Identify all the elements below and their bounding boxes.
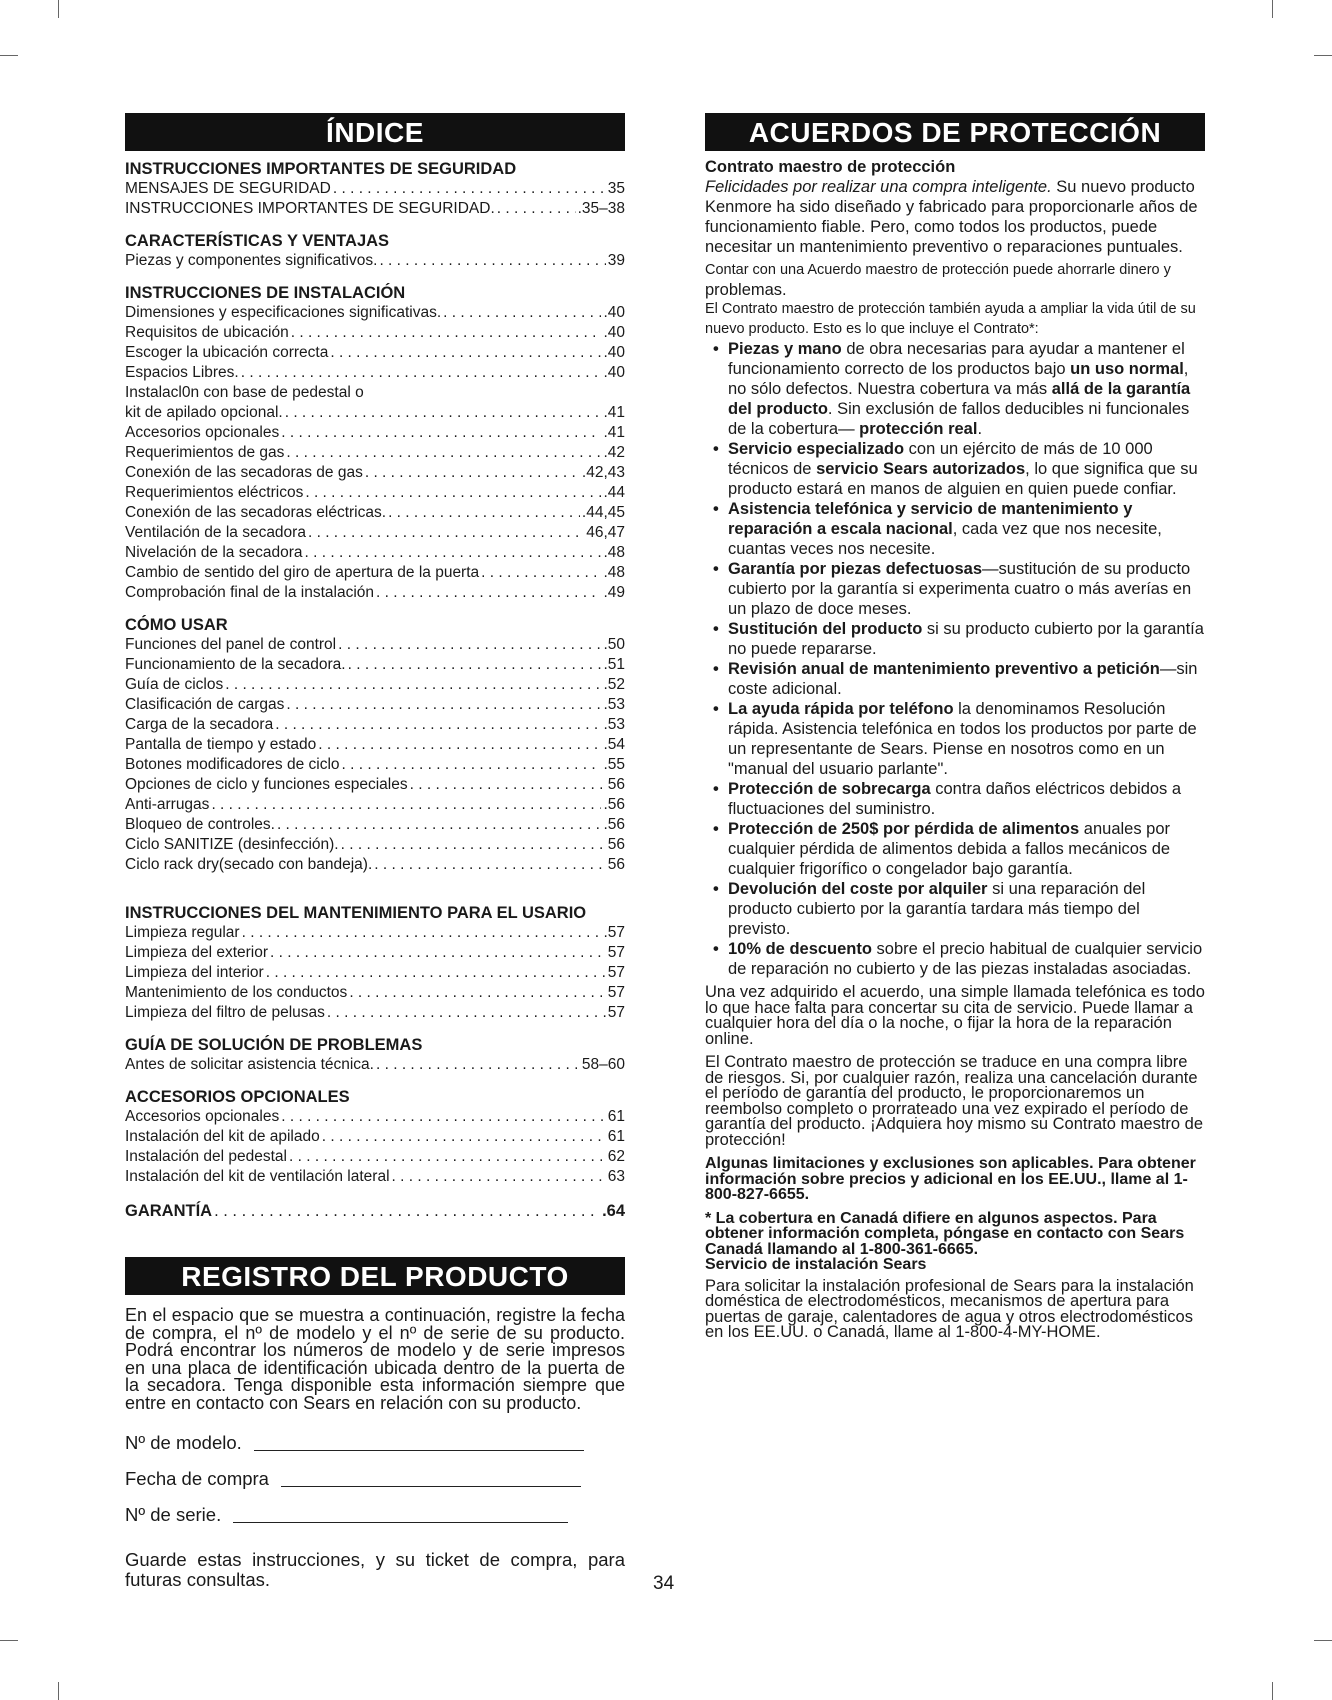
toc-leader — [289, 1147, 606, 1167]
toc-entry[interactable] — [125, 483, 625, 503]
toc-entry-label: Funciones del panel de control — [125, 636, 337, 653]
toc-entry-page: .56 — [603, 796, 625, 813]
toc-leader — [365, 463, 580, 483]
toc-leader — [214, 1201, 600, 1221]
toc-entry[interactable] — [125, 695, 625, 715]
toc-section-heading: INSTRUCCIONES DEL MANTENIMIENTO PARA EL USARIO — [125, 904, 587, 922]
toc-entry-page: .41 — [603, 424, 625, 441]
crop-mark — [1272, 0, 1273, 18]
benefit-item: • Protección de 250$ por pérdida de alimentos anuales por cualquier pérdida de alimentos debida a fallos mecánicos de cualquier frigorífico o congelador bajo garantía. — [705, 819, 1205, 879]
toc-section-heading: GUÍA DE SOLUCIÓN DE PROBLEMAS — [125, 1036, 423, 1054]
toc-entry-label: Limpieza del interior — [125, 964, 264, 981]
benefit-item: • Garantía por piezas defectuosas—sustitución de su producto cubierto por la garantía si experimenta cuatro o más averías en un plazo de doce meses. — [705, 559, 1205, 619]
toc-leader — [305, 543, 602, 563]
toc-entry-page: .57 — [603, 924, 625, 941]
contract-intro — [705, 157, 1205, 339]
toc-entry-label: Requerimientos eléctricos — [125, 484, 304, 501]
toc-entry-page: 58–60 — [581, 1056, 625, 1073]
toc-entry-label: Dimensiones y especificaciones significativas. — [125, 304, 442, 321]
benefit-item: • La ayuda rápida por teléfono la denominamos Resolución rápida. Asistencia telefónica en todos los productos por parte de un representante de Sears. Piense en nosotros como en un "manual del usuario parlante". — [705, 699, 1205, 779]
crop-mark — [0, 1640, 18, 1641]
toc-entry-label: MENSAJES DE SEGURIDAD — [125, 180, 331, 197]
toc-entry-page: 57 — [607, 984, 625, 1001]
purchase-date-input-line[interactable] — [281, 1486, 581, 1487]
toc-entry[interactable] — [125, 775, 625, 795]
crop-mark — [1314, 1640, 1332, 1641]
toc-leader — [275, 715, 601, 735]
toc-entry[interactable] — [125, 423, 625, 443]
registro-footer: Guarde estas instrucciones, y su ticket de compra, para futuras consultas. — [125, 1549, 625, 1590]
toc-entry-label: Limpieza del exterior — [125, 944, 269, 961]
toc-leader — [342, 755, 602, 775]
toc-leader — [225, 675, 601, 695]
serial-number-input-line[interactable] — [233, 1522, 568, 1523]
toc-entry[interactable] — [125, 675, 625, 695]
toc-entry[interactable] — [125, 463, 625, 483]
toc-leader — [277, 815, 602, 835]
contract-intro-paragraph — [705, 177, 1205, 280]
toc-entry[interactable] — [125, 323, 625, 343]
benefit-item: • Protección de sobrecarga contra daños eléctricos debidos a fluctuaciones del suministro. — [705, 779, 1205, 819]
toc-entry-page: .51 — [603, 656, 625, 673]
toc-entry-label: Conexión de las secadoras de gas — [125, 464, 363, 481]
benefit-item: • Asistencia telefónica y servicio de mantenimiento y reparación a escala nacional, cada vez que nos necesite, cuantas veces nos necesite. — [705, 499, 1205, 559]
toc-entry-page: .48 — [603, 544, 625, 561]
toc-entry-page: .42,43 — [581, 464, 625, 481]
toc-entry[interactable] — [125, 923, 625, 943]
contract-paragraph-2: El Contrato maestro de protección también ayuda a ampliar la vida útil de su nuevo producto. Esto es lo que incluye el Contrato*: — [705, 301, 1196, 337]
toc-entry-label: Anti-arrugas — [125, 796, 210, 813]
benefit-item: • Sustitución del producto si su producto cubierto por la garantía no puede repararse. — [705, 619, 1205, 659]
crop-mark — [0, 55, 18, 56]
toc-entry-page: .52 — [603, 676, 625, 693]
toc-entry-label: Antes de solicitar asistencia técnica. — [125, 1056, 374, 1073]
toc-entry[interactable] — [125, 543, 625, 563]
purchase-date-field — [125, 1468, 625, 1490]
toc-entry-label: Mantenimiento de los conductos — [125, 984, 348, 1001]
toc-leader — [379, 251, 605, 271]
toc-entry[interactable] — [125, 755, 625, 775]
toc-entry[interactable] — [125, 1127, 625, 1147]
toc-entry-label: Instalacl0n con base de pedestal o — [125, 384, 364, 401]
toc-section — [125, 1087, 625, 1187]
toc-entry-page: 63 — [607, 1168, 625, 1185]
toc-entry[interactable] — [125, 583, 625, 603]
serial-number-label: Nº de serie. — [125, 1504, 222, 1525]
contract-subtitle: Contrato maestro de protección — [705, 158, 956, 176]
crop-mark — [58, 0, 59, 18]
toc-entry[interactable] — [125, 343, 625, 363]
toc-entry-page: 46,47 — [586, 524, 625, 541]
toc-entry[interactable] — [125, 1167, 625, 1187]
registro-banner: REGISTRO DEL PRODUCTO — [125, 1257, 625, 1295]
indice-banner: ÍNDICE — [125, 113, 625, 151]
toc-entry[interactable] — [125, 715, 625, 735]
toc-leader — [286, 443, 601, 463]
intro-rest: Su nuevo producto Kenmore ha sido diseñado y fabricado para proporcionarle años de funcionamiento fiable. Pero, como todos los productos, puede necesitar un mantenimiento preventivo o reparaciones puntuales. — [705, 178, 1198, 256]
toc-entry-page: .53 — [603, 696, 625, 713]
toc-entry[interactable] — [125, 655, 625, 675]
toc-entry-label: INSTRUCCIONES IMPORTANTES DE SEGURIDAD. — [125, 200, 495, 217]
toc-leader — [266, 963, 606, 983]
toc-entry-page: .53 — [603, 716, 625, 733]
toc-section — [125, 903, 625, 1023]
toc-entry-page: .41 — [603, 404, 625, 421]
toc-leader — [322, 1127, 606, 1147]
toc-entry-label: Cambio de sentido del giro de apertura de la puerta — [125, 564, 480, 581]
toc-entry[interactable] — [125, 983, 625, 1003]
toc-garantia-page: .64 — [602, 1202, 625, 1220]
toc-leader — [388, 503, 580, 523]
toc-entry-label: Comprobación final de la instalación — [125, 584, 375, 601]
toc-entry-label: Guía de ciclos — [125, 676, 224, 693]
toc-leader — [376, 583, 601, 603]
toc-leader — [242, 923, 602, 943]
toc-entry[interactable] — [125, 443, 625, 463]
toc-entry[interactable] — [125, 835, 625, 855]
toc-leader — [374, 855, 605, 875]
toc-leader — [281, 1107, 606, 1127]
toc-leader — [327, 1003, 606, 1023]
toc-entry-label: Nivelación de la secadora — [125, 544, 303, 561]
toc-garantia-label: GARANTÍA — [125, 1202, 213, 1220]
toc-entry-label: Requisitos de ubicación — [125, 324, 289, 341]
toc-section-heading: CÓMO USAR — [125, 616, 228, 634]
toc-entry-page: .48 — [603, 564, 625, 581]
toc-entry[interactable] — [125, 383, 625, 403]
toc-leader — [270, 943, 606, 963]
toc-entry[interactable] — [125, 303, 625, 323]
toc-entry-label: Limpieza regular — [125, 924, 240, 941]
toc-leader — [410, 775, 606, 795]
toc-entry-label: Pantalla de tiempo y estado — [125, 736, 317, 753]
toc-leader — [286, 695, 601, 715]
toc-entry[interactable] — [125, 943, 625, 963]
toc-entry-label: Clasificación de cargas — [125, 696, 285, 713]
benefit-item: • Devolución del coste por alquiler si una reparación del producto cubierto por la garantía tardara más tiempo del previsto. — [705, 879, 1205, 939]
contract-paragraph-3: Una vez adquirido el acuerdo, una simple llamada telefónica es todo lo que hace falta para concertar su cita de servicio. Puede llamar a cualquier hora del día o la noche, o fijar la hora de la reparación online. — [705, 983, 1205, 1048]
toc-entry[interactable] — [125, 199, 625, 219]
toc-leader — [285, 403, 602, 423]
toc-entry-label: Bloqueo de controles. — [125, 816, 275, 833]
toc-entry[interactable] — [125, 815, 625, 835]
toc-leader — [305, 483, 601, 503]
toc-entry[interactable] — [125, 503, 625, 523]
toc-section — [125, 231, 625, 271]
model-number-field — [125, 1432, 625, 1454]
toc-entry-page: .42 — [603, 444, 625, 461]
toc-entry-label: Accesorios opcionales — [125, 424, 280, 441]
toc-section — [125, 1035, 625, 1075]
toc-entry[interactable] — [125, 523, 625, 543]
registro-intro: En el espacio que se muestra a continuación, registre la fecha de compra, el nº de modelo y el nº de serie de su producto. Podrá encontrar los números de modelo y de serie impresos en una placa de identificación ubicada dentro de la puerta de la secadora. Tenga disponible esta información siempre que entre en contacto con Sears en relación con su producto. — [125, 1305, 625, 1413]
toc-entry-page: 57 — [607, 964, 625, 981]
contract-benefits-list — [705, 339, 1205, 979]
acuerdos-banner: ACUERDOS DE PROTECCIÓN — [705, 113, 1205, 151]
toc-leader — [291, 323, 602, 343]
toc-entry[interactable] — [125, 1147, 625, 1167]
serial-number-field — [125, 1504, 625, 1526]
toc-entry-page: 39 — [607, 252, 625, 269]
toc-entry[interactable] — [125, 403, 625, 423]
toc-entry-label: Instalación del kit de ventilación lateral — [125, 1168, 390, 1185]
toc-entry-page: .40 — [603, 304, 625, 321]
canada-notice: * La cobertura en Canadá difiere en algunos aspectos. Para obtener información completa, póngase en contacto con Sears Canadá llamando al 1-800-361-6665. — [705, 1209, 1185, 1258]
toc-entry[interactable] — [125, 563, 625, 583]
toc-leader — [348, 655, 602, 675]
toc-section — [125, 159, 625, 219]
toc-entry-label: Ciclo SANITIZE (desinfección). — [125, 836, 339, 853]
toc-entry-label: Conexión de las secadoras eléctricas. — [125, 504, 387, 521]
toc-entry-page: 56 — [607, 836, 625, 853]
intro-end: problemas. — [705, 281, 787, 299]
toc-entry-page: .40 — [603, 324, 625, 341]
toc-entry-label: Piezas y componentes significativos. — [125, 252, 378, 269]
toc-entry[interactable] — [125, 963, 625, 983]
toc-leader — [333, 179, 606, 199]
toc-entry-page: 56 — [607, 776, 625, 793]
toc-entry-page: 35 — [607, 180, 625, 197]
toc-leader — [481, 563, 601, 583]
toc-entry-page: .56 — [603, 816, 625, 833]
toc-entry-page: 61 — [607, 1108, 625, 1125]
toc-section-heading: ACCESORIOS OPCIONALES — [125, 1088, 350, 1106]
toc-entry-label: Espacios Libres. — [125, 364, 239, 381]
toc-entry-label: Requerimientos de gas — [125, 444, 285, 461]
toc-entry-label: Botones modificadores de ciclo — [125, 756, 340, 773]
purchase-date-label: Fecha de compra — [125, 1468, 269, 1489]
toc-entry-label: kit de apilado opcional. — [125, 404, 283, 421]
benefit-item: • 10% de descuento sobre el precio habitual de cualquier servicio de reparación no cubierto y de las piezas instaladas asociadas. — [705, 939, 1205, 979]
model-number-label: Nº de modelo. — [125, 1432, 242, 1453]
install-service-heading: Servicio de instalación Sears — [705, 1256, 927, 1273]
toc-entry-label: Opciones de ciclo y funciones especiales — [125, 776, 408, 793]
intro-italic: Felicidades por realizar una compra inteligente. — [705, 178, 1052, 196]
toc-leader — [443, 303, 601, 323]
toc-entry-label: Accesorios opcionales — [125, 1108, 280, 1125]
toc-leader — [211, 795, 601, 815]
toc-entry[interactable] — [125, 1107, 625, 1127]
limitations-notice: Algunas limitaciones y exclusiones son aplicables. Para obtener información sobre precios y adicional en los EE.UU., llame al 1-800-827-6655. — [705, 1155, 1196, 1203]
toc-entry-page: .44 — [603, 484, 625, 501]
toc-entry-page: .44,45 — [581, 504, 625, 521]
toc-leader — [281, 423, 601, 443]
table-of-contents — [125, 159, 625, 1187]
toc-entry[interactable] — [125, 1003, 625, 1023]
intro-small: Contar con una Acuerdo maestro de protección puede ahorrarle dinero y — [705, 261, 1171, 278]
toc-entry-page: 57 — [607, 944, 625, 961]
toc-entry-label: Funcionamiento de la secadora. — [125, 656, 346, 673]
toc-entry[interactable] — [125, 363, 625, 383]
toc-entry-label: Limpieza del filtro de pelusas — [125, 1004, 325, 1021]
toc-entry[interactable] — [125, 855, 625, 875]
toc-section-heading: INSTRUCCIONES DE INSTALACIÓN — [125, 284, 406, 302]
toc-entry[interactable] — [125, 735, 625, 755]
crop-mark — [58, 1682, 59, 1700]
toc-entry-label: Ciclo rack dry(secado con bandeja). — [125, 856, 373, 873]
toc-entry[interactable] — [125, 251, 625, 271]
toc-entry-page: 57 — [607, 1004, 625, 1021]
toc-entry-label: Escoger la ubicación correcta — [125, 344, 329, 361]
toc-leader — [318, 735, 601, 755]
crop-mark — [1314, 55, 1332, 56]
contract-paragraph-4: El Contrato maestro de protección se traduce en una compra libre de riesgos. Si, por cualquier razón, realiza una cancelación durante el período de garantía del producto, le proporcionaremos un reembolso completo o prorrateado una vez expirado el período de garantía del producto. ¡Adquiera hoy mismo su Contrato maestro de protección! — [705, 1053, 1204, 1149]
toc-leader — [338, 635, 601, 655]
toc-entry-page: .55 — [603, 756, 625, 773]
toc-entry-label: Instalación del pedestal — [125, 1148, 288, 1165]
toc-leader — [330, 343, 601, 363]
left-column — [125, 113, 625, 1590]
page-number: 34 — [653, 1573, 675, 1594]
benefit-item: • Revisión anual de mantenimiento preventivo a petición—sin coste adicional. — [705, 659, 1205, 699]
toc-leader — [341, 835, 606, 855]
benefit-item: • Servicio especializado con un ejército de más de 10 000 técnicos de servicio Sears autorizados, lo que significa que su producto estará en manos de alguien en quien puede confiar. — [705, 439, 1205, 499]
toc-section-heading: INSTRUCCIONES IMPORTANTES DE SEGURIDAD — [125, 160, 517, 178]
crop-mark — [1272, 1682, 1273, 1700]
toc-section — [125, 615, 625, 875]
toc-section — [125, 283, 625, 603]
toc-leader — [392, 1167, 606, 1187]
model-number-input-line[interactable] — [254, 1450, 584, 1451]
install-service-text: Para solicitar la instalación profesional de Sears para la instalación doméstica de electrodomésticos, mecanismos de apertura para puertas de garaje, calentadores de agua y otros electrodomésticos en los EE.UU. o Canadá, llame al 1-800-4-MY-HOME. — [705, 1276, 1194, 1341]
toc-entry[interactable] — [125, 1055, 625, 1075]
toc-entry[interactable] — [125, 179, 625, 199]
toc-entry-label: Instalación del kit de apilado — [125, 1128, 320, 1145]
toc-entry-page: 56 — [607, 856, 625, 873]
right-column — [705, 113, 1205, 1341]
toc-leader — [349, 983, 605, 1003]
toc-entry-page: .40 — [603, 364, 625, 381]
toc-entry-page: .35–38 — [577, 200, 625, 217]
benefit-item: • Piezas y mano de obra necesarias para ayudar a mantener el funcionamiento correcto de los productos bajo un uso normal, no sólo defectos. Nuestra cobertura va más allá de la garantía del producto. Sin exclusión de fallos deducibles ni funcionales de la cobertura— protección real. — [705, 339, 1205, 439]
toc-entry-page: .49 — [603, 584, 625, 601]
toc-entry-page: .54 — [603, 736, 625, 753]
toc-entry-page: 61 — [607, 1128, 625, 1145]
toc-entry-label: Ventilación de la secadora — [125, 524, 306, 541]
toc-section-heading: CARACTERÍSTICAS Y VENTAJAS — [125, 232, 390, 250]
toc-entry-page: .40 — [603, 344, 625, 361]
toc-leader — [241, 363, 602, 383]
toc-entry[interactable] — [125, 795, 625, 815]
toc-entry-page: .50 — [603, 636, 625, 653]
toc-leader — [308, 523, 584, 543]
toc-entry-label: Carga de la secadora — [125, 716, 274, 733]
toc-entry[interactable] — [125, 635, 625, 655]
toc-leader — [376, 1055, 580, 1075]
toc-garantia[interactable] — [125, 1201, 625, 1221]
toc-leader — [497, 199, 576, 219]
toc-entry-page: 62 — [607, 1148, 625, 1165]
